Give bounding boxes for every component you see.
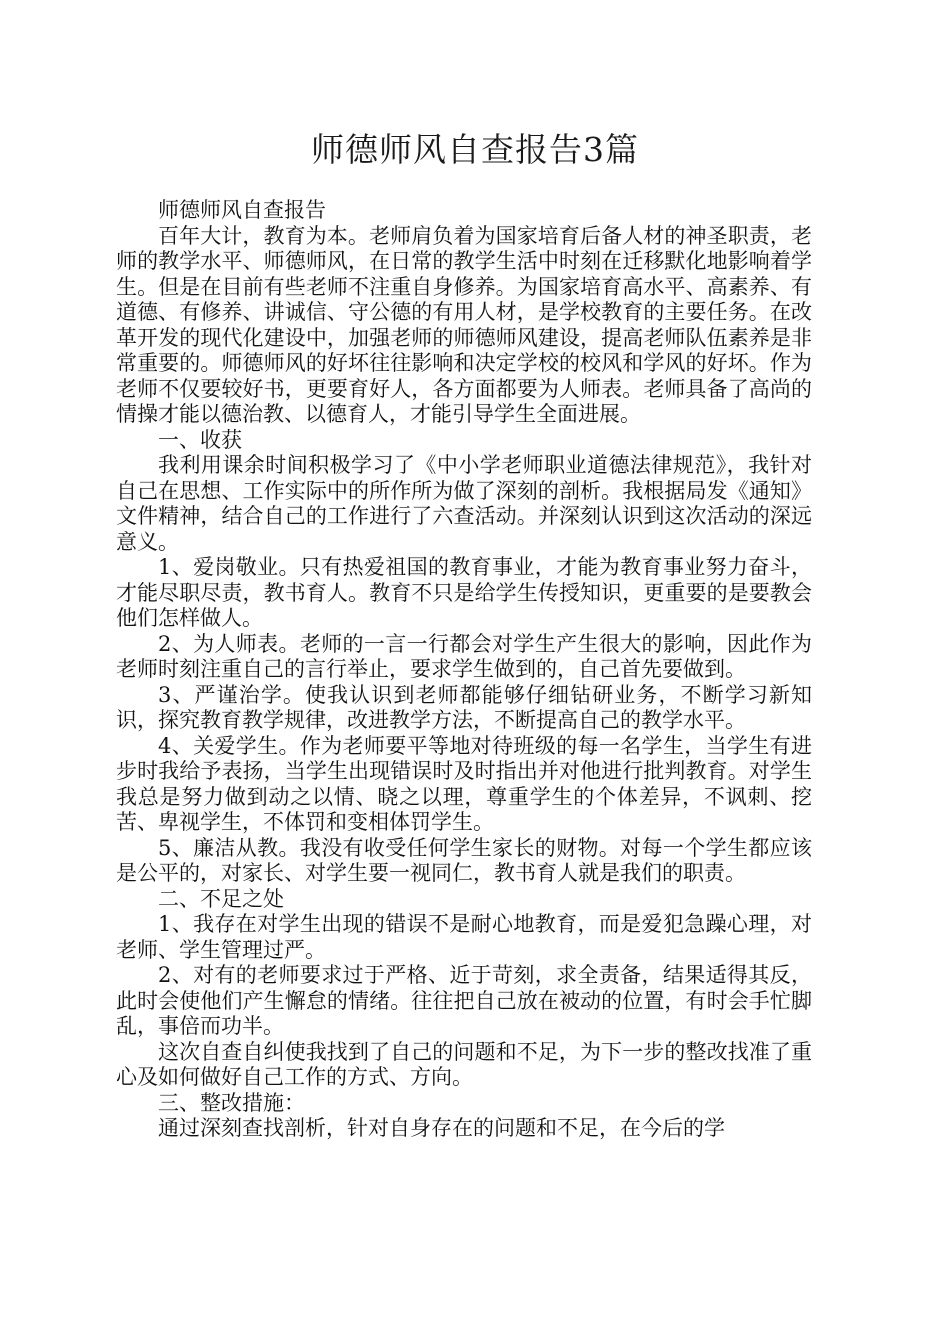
paragraph-item-3: 3、严谨治学。使我认识到老师都能够仔细钻研业务，不断学习新知识，探究教育教学规律，改进教学方法，不断提高自己的教学水平。: [116, 682, 812, 732]
section-heading-report: 师德师风自查报告: [158, 198, 326, 222]
paragraph-study: 我利用课余时间积极学习了《中小学老师职业道德法律规范》，我针对自己在思想、工作实际中的所作所为做了深刻的剖析。我根据局发《通知》文件精神，结合自己的工作进行了六查活动。并深刻认识到这次活动的深远意义。: [116, 453, 812, 554]
paragraph-item-2: 2、为人师表。老师的一言一行都会对学生产生很大的影响，因此作为老师时刻注重自己的言行举止，要求学生做到的，自己首先要做到。: [116, 631, 812, 681]
paragraph-measures: 通过深刻查找剖析，针对自身存在的问题和不足，在今后的学: [158, 1116, 725, 1140]
section-heading-shortcomings: 二、不足之处: [158, 886, 284, 911]
section-heading-measures: 三、整改措施：: [158, 1090, 305, 1115]
section-heading-gains: 一、收获: [158, 427, 242, 452]
paragraph-item-5: 5、廉洁从教。我没有收受任何学生家长的财物。对每一个学生都应该是公平的，对家长、对学生要一视同仁，教书育人就是我们的职责。: [116, 835, 812, 885]
paragraph-item-4: 4、关爱学生。作为老师要平等地对待班级的每一名学生，当学生有进步时我给予表扬，当学生出现错误时及时指出并对他进行批判教育。对学生我总是努力做到动之以情、晓之以理，尊重学生的个体差异，不讽刺、挖苦、卑视学生，不体罚和变相体罚学生。: [116, 733, 812, 834]
paragraph-shortcoming-1: 1、我存在对学生出现的错误不是耐心地教育，而是爱犯急躁心理，对老师、学生管理过严。: [116, 912, 812, 962]
paragraph-reflection: 这次自查自纠使我找到了自己的问题和不足，为下一步的整改找准了重心及如何做好自己工作的方式、方向。: [116, 1039, 812, 1089]
document-body: [116, 198, 812, 1142]
paragraph-item-1: 1、爱岗敬业。只有热爱祖国的教育事业，才能为教育事业努力奋斗，才能尽职尽责，教书育人。教育不只是给学生传授知识，更重要的是要教会他们怎样做人。: [116, 555, 812, 630]
paragraph-shortcoming-2: 2、对有的老师要求过于严格、近于苛刻，求全责备，结果适得其反，此时会使他们产生懈怠的情绪。往往把自己放在被动的位置，有时会手忙脚乱，事倍而功半。: [116, 963, 812, 1038]
paragraph-intro: 百年大计，教育为本。老师肩负着为国家培育后备人材的神圣职责，老师的教学水平、师德师风，在日常的教学生活中时刻在迁移默化地影响着学生。但是在目前有些老师不注重自身修养。为国家培育高水平、高素养、有道德、有修养、讲诚信、守公德的有用人材，是学校教育的主要任务。在改革开发的现代化建设中，加强老师的师德师风建设，提高老师队伍素养是非常重要的。师德师风的好坏往往影响和决定学校的校风和学风的好坏。作为老师不仅要较好书，更要育好人，各方面都要为人师表。老师具备了高尚的情操才能以德治教、以德育人，才能引导学生全面进展。: [116, 223, 812, 426]
document-title: 师德师风自查报告3篇: [311, 130, 639, 169]
